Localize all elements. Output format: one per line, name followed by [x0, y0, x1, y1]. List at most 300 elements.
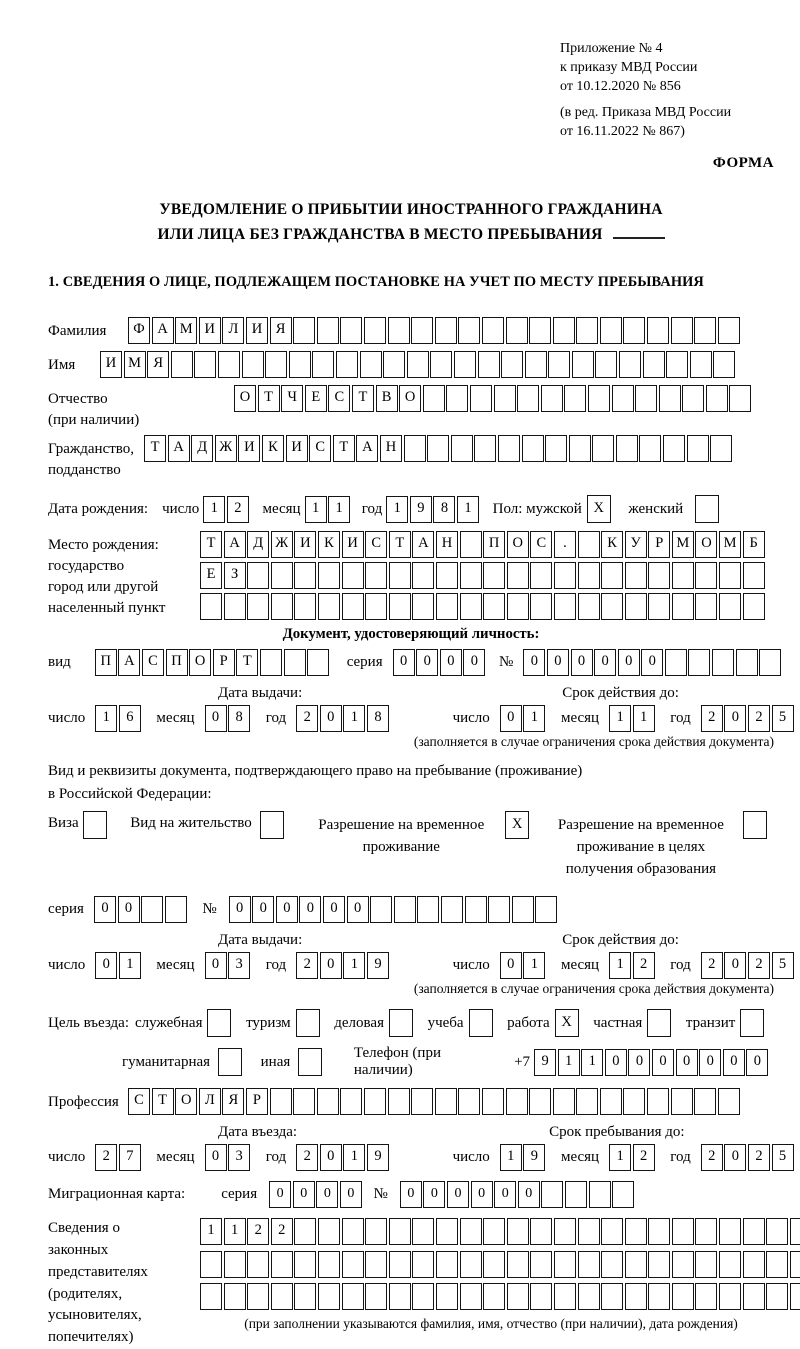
- form-cell: М: [672, 531, 694, 558]
- form-cell: [695, 593, 717, 620]
- form-cell: [260, 811, 284, 839]
- form-cell: [360, 351, 382, 378]
- form-cell: [342, 1283, 364, 1310]
- form-cell: 0: [447, 1181, 469, 1208]
- form-cell: [647, 317, 669, 344]
- form-cell: [411, 1088, 433, 1115]
- form-cell: Ф: [128, 317, 150, 344]
- temp-residence-option: Разрешение на временное проживание X: [305, 811, 531, 859]
- form-cell: [719, 562, 741, 589]
- form-cell: Д: [191, 435, 213, 462]
- form-cell: 2: [701, 952, 723, 979]
- form-cell: [612, 385, 634, 412]
- form-cell: [404, 435, 426, 462]
- form-cell: [565, 1181, 587, 1208]
- form-cell: [483, 1218, 505, 1245]
- form-cell: [483, 1251, 505, 1278]
- form-cell: [601, 593, 623, 620]
- form-cell: [647, 1009, 671, 1037]
- form-cell: [294, 1283, 316, 1310]
- form-cell: 0: [423, 1181, 445, 1208]
- form-cell: [224, 593, 246, 620]
- year-label: год: [361, 500, 383, 517]
- doc-series-cells: [393, 649, 487, 676]
- form-cell: [478, 351, 500, 378]
- form-cell: [719, 1283, 741, 1310]
- sex-female-label: женский: [628, 500, 684, 517]
- patronymic-cells: [234, 385, 753, 412]
- form-cell: [460, 1283, 482, 1310]
- form-cell: [365, 562, 387, 589]
- form-cell: [194, 351, 216, 378]
- form-cell: Т: [333, 435, 355, 462]
- form-cell: [365, 593, 387, 620]
- representatives-row-1: [200, 1218, 800, 1245]
- form-cell: 0: [652, 1049, 674, 1076]
- form-cell: [200, 1251, 222, 1278]
- form-cell: 0: [523, 649, 545, 676]
- form-cell: [595, 351, 617, 378]
- form-cell: [530, 1251, 552, 1278]
- form-cell: [307, 649, 329, 676]
- form-cell: [743, 1218, 765, 1245]
- purpose-row: Цель въезда: служебная туризм деловая учеба работа X частная транзит: [48, 1009, 774, 1037]
- form-cell: [224, 1251, 246, 1278]
- form-cell: [365, 1251, 387, 1278]
- form-cell: С: [309, 435, 331, 462]
- form-cell: 0: [229, 896, 251, 923]
- form-cell: 2: [748, 1144, 770, 1171]
- form-cell: [600, 317, 622, 344]
- form-cell: [460, 562, 482, 589]
- form-cell: [601, 1218, 623, 1245]
- form-cell: [446, 385, 468, 412]
- form-cell: [482, 317, 504, 344]
- form-cell: А: [412, 531, 434, 558]
- form-cell: Я: [222, 1088, 244, 1115]
- purpose-work-checkbox: [555, 1009, 581, 1037]
- form-cell: П: [166, 649, 188, 676]
- representatives-row-2: [200, 1251, 800, 1278]
- purpose-humanitarian-checkbox: [218, 1048, 244, 1076]
- form-cell: 0: [205, 952, 227, 979]
- form-cell: [578, 1218, 600, 1245]
- form-cell: [342, 562, 364, 589]
- form-cell: О: [695, 531, 717, 558]
- patronymic-row: [48, 385, 774, 431]
- purpose-private-checkbox: [647, 1009, 673, 1037]
- residence-issue-month-cells: [205, 952, 252, 979]
- form-cell: 1: [523, 952, 545, 979]
- form-cell: [247, 562, 269, 589]
- stay-day-cells: [500, 1144, 547, 1171]
- form-cell: [389, 1251, 411, 1278]
- residence-expiry-day-cells: [500, 952, 547, 979]
- form-cell: [663, 435, 685, 462]
- form-cell: 1: [328, 496, 350, 523]
- form-cell: [759, 649, 781, 676]
- form-cell: [317, 1088, 339, 1115]
- doc-type-row: [48, 649, 774, 676]
- form-cell: 7: [119, 1144, 141, 1171]
- residence-issue-day-cells: [95, 952, 142, 979]
- form-cell: [365, 1283, 387, 1310]
- birthplace-label: Место рождения: государство город или другой населенный пункт: [48, 537, 166, 617]
- form-cell: 0: [676, 1049, 698, 1076]
- form-cell: [218, 1048, 242, 1076]
- form-cell: А: [152, 317, 174, 344]
- form-cell: И: [238, 435, 260, 462]
- birthplace-cells: [200, 531, 766, 620]
- form-cell: [507, 562, 529, 589]
- form-cell: [578, 562, 600, 589]
- patronymic-label: Отчество (при наличии): [48, 391, 140, 429]
- form-cell: К: [601, 531, 623, 558]
- sex-male-checkbox: [587, 495, 613, 523]
- form-cell: Я: [147, 351, 169, 378]
- residence-restriction-note: (заполняется в случае ограничения срока действия документа): [413, 981, 774, 997]
- form-cell: 2: [247, 1218, 269, 1245]
- birthplace-row-3: [200, 593, 766, 620]
- form-cell: С: [365, 531, 387, 558]
- residence-series-row: [48, 896, 774, 923]
- form-cell: 9: [523, 1144, 545, 1171]
- form-cell: 8: [228, 705, 250, 732]
- form-cell: [706, 385, 728, 412]
- form-cell: И: [342, 531, 364, 558]
- form-cell: 0: [320, 952, 342, 979]
- form-cell: [790, 1283, 800, 1310]
- form-cell: [625, 1283, 647, 1310]
- form-cell: [318, 1218, 340, 1245]
- doc-expiry-year-cells: [701, 705, 795, 732]
- form-cell: [639, 435, 661, 462]
- form-cell: 6: [119, 705, 141, 732]
- form-cell: [507, 1251, 529, 1278]
- form-cell: 0: [605, 1049, 627, 1076]
- doc-type-cells: [95, 649, 331, 676]
- form-cell: 1: [558, 1049, 580, 1076]
- residence-issue-date: число 0 1 месяц 0 3 год 2 0 1 9: [48, 952, 395, 979]
- form-cell: [224, 1283, 246, 1310]
- form-cell: [340, 317, 362, 344]
- birth-year-cells: [386, 496, 480, 523]
- temp-residence-edu-checkbox: [743, 811, 769, 839]
- surname-cells: [128, 317, 741, 344]
- form-cell: [672, 562, 694, 589]
- form-cell: 1: [609, 705, 631, 732]
- form-cell: 0: [323, 896, 345, 923]
- form-cell: И: [286, 435, 308, 462]
- form-cell: [317, 317, 339, 344]
- form-cell: Т: [236, 649, 258, 676]
- purpose-business-checkbox: [207, 1009, 233, 1037]
- form-cell: М: [175, 317, 197, 344]
- birth-month-cells: [305, 496, 352, 523]
- form-cell: [412, 1251, 434, 1278]
- form-cell: О: [399, 385, 421, 412]
- form-cell: [623, 317, 645, 344]
- form-cell: [647, 1088, 669, 1115]
- form-cell: Р: [213, 649, 235, 676]
- migration-series-cells: [269, 1181, 363, 1208]
- form-cell: 2: [748, 705, 770, 732]
- form-cell: [578, 1251, 600, 1278]
- form-cell: И: [294, 531, 316, 558]
- form-cell: [483, 1283, 505, 1310]
- form-cell: [171, 351, 193, 378]
- form-cell: 1: [633, 705, 655, 732]
- form-cell: [458, 317, 480, 344]
- form-cell: [507, 593, 529, 620]
- form-cell: [522, 435, 544, 462]
- form-cell: [454, 351, 476, 378]
- form-cell: [512, 896, 534, 923]
- form-cell: Т: [258, 385, 280, 412]
- form-cell: [293, 317, 315, 344]
- doc-expiry-month-cells: [609, 705, 656, 732]
- form-cell: [672, 1251, 694, 1278]
- form-cell: [460, 1251, 482, 1278]
- form-cell: 2: [227, 496, 249, 523]
- form-cell: [474, 435, 496, 462]
- form-cell: [589, 1181, 611, 1208]
- form-cell: 5: [772, 1144, 794, 1171]
- profession-cells: [128, 1088, 741, 1115]
- form-cell: [601, 562, 623, 589]
- form-cell: X: [505, 811, 529, 839]
- form-cell: [483, 593, 505, 620]
- surname-label: Фамилия: [48, 323, 107, 340]
- doc-number-label: №: [499, 654, 514, 671]
- form-cell: [625, 593, 647, 620]
- form-cell: [695, 562, 717, 589]
- form-cell: [460, 531, 482, 558]
- form-cell: 0: [205, 1144, 227, 1171]
- form-cell: 0: [118, 896, 140, 923]
- form-cell: [766, 1251, 788, 1278]
- form-cell: [659, 385, 681, 412]
- form-cell: [494, 385, 516, 412]
- form-cell: [294, 562, 316, 589]
- form-cell: [625, 1251, 647, 1278]
- form-cell: [766, 1218, 788, 1245]
- form-cell: [247, 1283, 269, 1310]
- form-cell: [671, 1088, 693, 1115]
- form-cell: [488, 896, 510, 923]
- form-cell: [342, 1251, 364, 1278]
- form-cell: [342, 593, 364, 620]
- form-cell: 1: [609, 952, 631, 979]
- appendix-line: Приложение № 4: [560, 41, 663, 56]
- form-cell: 1: [343, 705, 365, 732]
- form-cell: Т: [200, 531, 222, 558]
- form-cell: [141, 896, 163, 923]
- form-cell: О: [189, 649, 211, 676]
- form-cell: [690, 351, 712, 378]
- doc-number-cells: [523, 649, 783, 676]
- form-cell: [412, 562, 434, 589]
- form-cell: 8: [433, 496, 455, 523]
- form-cell: [412, 1218, 434, 1245]
- form-cell: [436, 1218, 458, 1245]
- form-cell: [460, 593, 482, 620]
- form-cell: [743, 562, 765, 589]
- form-cell: С: [530, 531, 552, 558]
- form-cell: [635, 385, 657, 412]
- form-cell: [729, 385, 751, 412]
- form-cell: [293, 1088, 315, 1115]
- phone-cells: [534, 1049, 770, 1076]
- form-cell: [578, 593, 600, 620]
- form-cell: [271, 562, 293, 589]
- form-cell: [458, 1088, 480, 1115]
- form-cell: X: [587, 495, 611, 523]
- form-cell: [578, 1283, 600, 1310]
- birth-day-cells: [203, 496, 250, 523]
- form-cell: А: [118, 649, 140, 676]
- doc-expiry-date: число 0 1 месяц 1 1 год 2 0 2 5: [453, 705, 800, 732]
- form-cell: [553, 317, 575, 344]
- form-cell: [576, 1088, 598, 1115]
- form-cell: [318, 562, 340, 589]
- migration-number-label: №: [373, 1186, 388, 1203]
- form-cell: [242, 351, 264, 378]
- residence-permit-checkbox: [260, 811, 286, 839]
- form-cell: Л: [222, 317, 244, 344]
- form-cell: [672, 1283, 694, 1310]
- form-cell: [525, 351, 547, 378]
- purpose-row-2: гуманитарная иная Телефон (при наличии) +7 9 1 1 0 0 0 0 0 0 0: [122, 1045, 774, 1079]
- form-cell: [530, 593, 552, 620]
- entry-day-cells: [95, 1144, 142, 1171]
- form-cell: [666, 351, 688, 378]
- doc-expiry-label: Срок действия до:: [562, 685, 679, 702]
- residence-permit-option: Вид на жительство: [130, 811, 285, 839]
- form-cell: 2: [271, 1218, 293, 1245]
- form-cell: [648, 1251, 670, 1278]
- doc-dates-header: [48, 685, 774, 702]
- form-cell: 0: [316, 1181, 338, 1208]
- form-cell: [312, 351, 334, 378]
- form-cell: 0: [416, 649, 438, 676]
- form-cell: 0: [205, 705, 227, 732]
- form-cell: [342, 1218, 364, 1245]
- stay-until-label: Срок пребывания до:: [549, 1124, 685, 1141]
- form-cell: Р: [648, 531, 670, 558]
- form-cell: 0: [723, 1049, 745, 1076]
- form-cell: [388, 1088, 410, 1115]
- entry-year-cells: [296, 1144, 390, 1171]
- form-cell: [694, 1088, 716, 1115]
- doc-expiry-day-cells: [500, 705, 547, 732]
- form-cell: [572, 351, 594, 378]
- phone-label: Телефон (при наличии): [353, 1045, 441, 1079]
- form-cell: П: [483, 531, 505, 558]
- form-cell: [436, 562, 458, 589]
- form-cell: [718, 1088, 740, 1115]
- form-cell: 2: [296, 705, 318, 732]
- form-cell: [743, 1283, 765, 1310]
- residence-dates-row: [48, 952, 787, 979]
- form-cell: [460, 1218, 482, 1245]
- form-cell: А: [168, 435, 190, 462]
- profession-row: [48, 1088, 774, 1115]
- migration-card-label: Миграционная карта:: [48, 1186, 186, 1203]
- form-cell: 0: [618, 649, 640, 676]
- form-cell: [766, 1283, 788, 1310]
- form-cell: 0: [594, 649, 616, 676]
- citizenship-row: [48, 435, 774, 481]
- form-cell: 0: [571, 649, 593, 676]
- form-cell: [364, 317, 386, 344]
- form-cell: [296, 1009, 320, 1037]
- form-cell: [200, 1283, 222, 1310]
- form-cell: [695, 1218, 717, 1245]
- doc-issue-month-cells: [205, 705, 252, 732]
- form-cell: Т: [144, 435, 166, 462]
- day-label: число: [162, 500, 200, 517]
- form-cell: [545, 435, 567, 462]
- representatives-block: [48, 1218, 774, 1349]
- form-cell: [671, 317, 693, 344]
- form-cell: [790, 1251, 800, 1278]
- identity-doc-heading: Документ, удостоверяющий личность:: [282, 626, 540, 643]
- form-cell: А: [356, 435, 378, 462]
- form-cell: [740, 1009, 764, 1037]
- citizenship-cells: [144, 435, 734, 462]
- form-cell: 1: [95, 705, 117, 732]
- surname-row: [48, 317, 774, 344]
- form-cell: [289, 351, 311, 378]
- form-cell: [554, 562, 576, 589]
- form-cell: 9: [367, 1144, 389, 1171]
- doc-restriction-note: (заполняется в случае ограничения срока действия документа): [413, 734, 774, 750]
- form-cell: З: [224, 562, 246, 589]
- form-cell: 2: [701, 1144, 723, 1171]
- form-cell: [564, 385, 586, 412]
- form-cell: [465, 896, 487, 923]
- form-cell: 3: [228, 1144, 250, 1171]
- form-cell: А: [224, 531, 246, 558]
- form-cell: У: [625, 531, 647, 558]
- form-cell: 2: [633, 952, 655, 979]
- form-cell: 9: [367, 952, 389, 979]
- form-cell: Е: [305, 385, 327, 412]
- entry-month-cells: [205, 1144, 252, 1171]
- form-cell: [682, 385, 704, 412]
- form-cell: [719, 1251, 741, 1278]
- title-line-1: УВЕДОМЛЕНИЕ О ПРИБЫТИИ ИНОСТРАННОГО ГРАЖДАНИНА: [159, 201, 663, 219]
- form-cell: Н: [380, 435, 402, 462]
- form-cell: 2: [633, 1144, 655, 1171]
- residence-issue-year-cells: [296, 952, 390, 979]
- form-cell: [470, 385, 492, 412]
- form-cell: [218, 351, 240, 378]
- form-cell: [554, 593, 576, 620]
- form-cell: 0: [641, 649, 663, 676]
- form-cell: [394, 896, 416, 923]
- form-cell: [407, 351, 429, 378]
- form-cell: Р: [246, 1088, 268, 1115]
- form-cell: 0: [494, 1181, 516, 1208]
- form-cell: 0: [500, 952, 522, 979]
- form-cell: И: [199, 317, 221, 344]
- form-cell: [529, 317, 551, 344]
- form-cell: [483, 562, 505, 589]
- form-cell: [430, 351, 452, 378]
- form-cell: [83, 811, 107, 839]
